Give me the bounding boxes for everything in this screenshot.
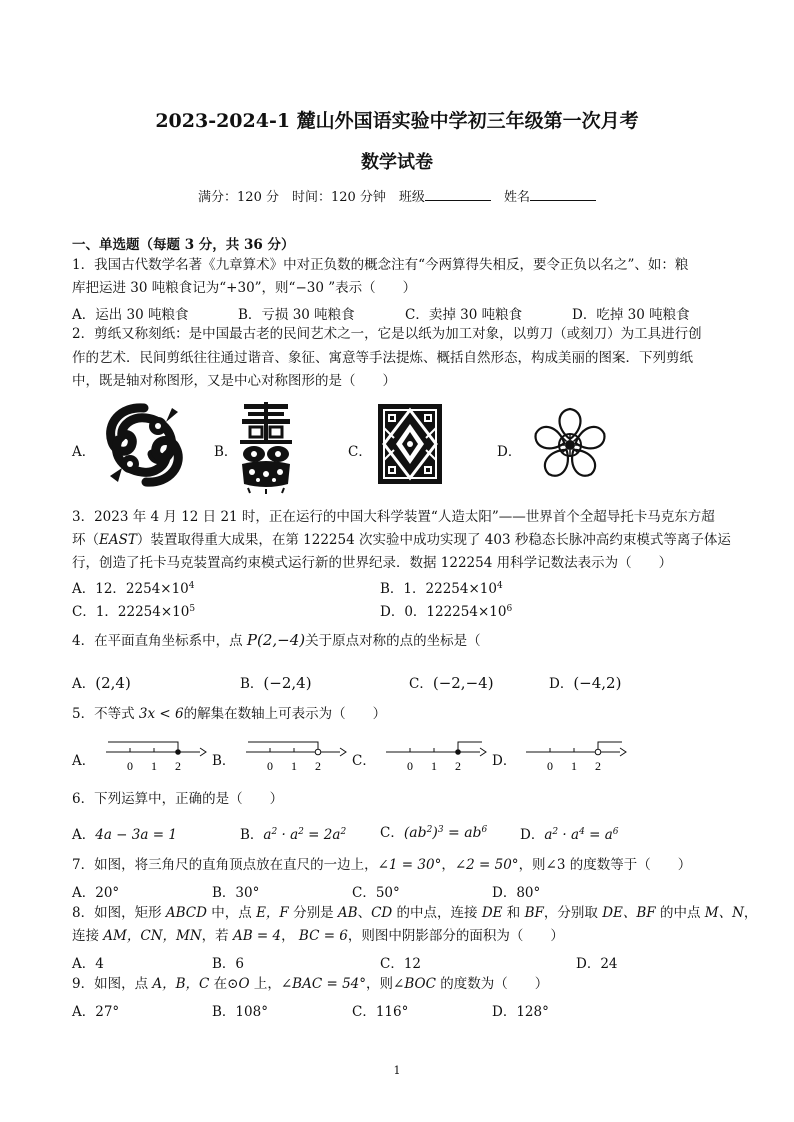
q5-option-d: D．	[492, 753, 517, 769]
q9-pre: 9．如图，点	[72, 976, 153, 992]
numberline-d-tick-2: 2	[595, 759, 601, 773]
q4-stem	[72, 632, 481, 650]
q6-stem: 6．下列运算中，正确的是（ ）	[72, 791, 284, 807]
q3-b-text: B．1．22254×10	[380, 581, 497, 597]
q8-de: DE	[481, 905, 503, 921]
q5-pre: 5．不等式	[72, 706, 139, 722]
q8-cd: CD	[371, 905, 393, 921]
q3-option-a	[72, 577, 195, 597]
q9-option-a: A．27°	[72, 1004, 120, 1020]
q9-post: ，则∠	[366, 976, 405, 992]
q1-line2: 库把运进 30 吨粮食记为“+30”，则“−30 ”表示（ ）	[72, 280, 417, 296]
q8-l2-d: ，则图中阴影部分的面积为（ ）	[347, 928, 564, 944]
q3-option-c	[72, 600, 195, 620]
q8-ab: AB	[337, 905, 358, 921]
q2-option-d: D．	[497, 444, 522, 460]
q8-abcd: ABCD	[165, 905, 207, 921]
numberline-a	[104, 734, 208, 774]
q6-option-a	[72, 823, 177, 843]
q8-line1	[72, 905, 757, 922]
q8-bf: BF	[524, 905, 544, 921]
q9-option-b: B．108°	[212, 1004, 268, 1020]
q6-a-expr: 4a − 3a = 1	[95, 827, 177, 843]
papercut-lattice-image	[376, 402, 444, 486]
papercut-animal-image	[100, 402, 188, 488]
q6-c-expr: $(ab^2)^3 = ab^6$	[403, 825, 488, 841]
class-blank	[425, 188, 491, 201]
q3-option-d	[380, 600, 512, 620]
q8-bc6: BC = 6	[298, 928, 348, 944]
q8-option-b: B．6	[212, 956, 245, 972]
q1-option-b: B．亏损 30 吨粮食	[238, 307, 355, 323]
q3-c-text: C．1．22254×10	[72, 604, 190, 620]
q9-mid2: 上，	[249, 976, 281, 992]
q3-line1: 3．2023 年 4 月 12 日 21 时，正在运行的中国大科学装置“人造太阳”——世界首个全超导托卡马克东方超	[72, 509, 715, 525]
name-blank	[530, 188, 596, 201]
q2-line1: 2．剪纸又称刻纸：是中国最古老的民间艺术之一，它是以纸为加工对象，以剪刀（或刻刀）为工具进行创	[72, 326, 702, 342]
q7-angle2: ∠2 = 50°	[454, 857, 519, 873]
numberline-c	[384, 734, 488, 774]
q3-a-exp: 4	[188, 581, 195, 591]
exam-title: 2023-2024-1 麓山外国语实验中学初三年级第一次月考	[155, 110, 639, 132]
q4-option-d	[549, 672, 621, 692]
numberline-a-tick-0: 0	[127, 759, 133, 773]
q3-line3: 行，创造了托卡马克装置高约束模式运行新的世界纪录．数据 122254 用科学记数法表示为（ ）	[72, 555, 673, 571]
q4-point: P(2,−4)	[246, 631, 306, 649]
numberline-d-tick-1: 1	[571, 759, 577, 773]
exam-subtitle: 数学试卷	[361, 152, 433, 173]
numberline-a-tick-1: 1	[151, 759, 157, 773]
q2-option-b: B．	[214, 444, 238, 460]
q8-ef: E，F	[256, 905, 289, 921]
q4-a-label: A．	[72, 676, 96, 692]
page-number: 1	[393, 1064, 401, 1077]
q3-c-exp: 5	[189, 604, 196, 614]
q9-option-d: D．128°	[492, 1004, 549, 1020]
q9-o: O	[238, 976, 250, 992]
q6-b-expr: $a^2 \cdot a^2 = 2a^2$	[263, 827, 347, 843]
info-name: 姓名	[490, 190, 530, 205]
numberline-b	[244, 734, 348, 774]
numberline-c-tick-0: 0	[407, 759, 413, 773]
q7-stem	[72, 857, 691, 874]
q7-option-b: B．30°	[212, 885, 260, 901]
q8-l1-b: 中，点	[206, 905, 257, 921]
q2-line2: 作的艺术．民间剪纸往往通过谐音、象征、寓意等手法提炼、概括自然形态，构成美丽的图案．下列剪纸	[72, 350, 693, 366]
q4-a-value: (2,4)	[95, 674, 131, 692]
q4-option-c	[409, 672, 494, 692]
q3-a-text: A．12．2254×10	[72, 581, 189, 597]
q4-c-value: (−2,−4)	[432, 674, 494, 692]
q8-option-d: D．24	[576, 956, 618, 972]
q8-l1-f: 和	[502, 905, 525, 921]
q8-option-a: A．4	[72, 956, 104, 972]
q8-l2-a: 连接	[72, 928, 104, 944]
q3-line2-pre: 环（	[72, 532, 99, 548]
q3-line2	[72, 532, 731, 549]
q5-inequality: 3x < 6	[138, 706, 184, 722]
q7-option-d: D．80°	[492, 885, 541, 901]
q7-sep: ，	[441, 857, 455, 873]
q8-l1-h: 的中点	[655, 905, 705, 921]
q6-b-label: B．	[240, 827, 264, 843]
q8-l1-d: 、	[357, 905, 372, 921]
numberline-c-tick-1: 1	[431, 759, 437, 773]
q6-c-label: C．	[380, 825, 404, 841]
q4-b-value: (−2,4)	[263, 674, 312, 692]
q6-d-expr: $a^2 \cdot a^4 = a^6$	[544, 827, 619, 843]
q8-l1-g: ，分别取	[543, 905, 603, 921]
q1-option-d: D．吃掉 30 吨粮食	[572, 307, 690, 323]
q1-line1: 1．我国古代数学名著《九章算术》中对正负数的概念注有“今两算得失相反，要令正负以名之”、如：粮	[72, 257, 689, 273]
q8-l1-a: 8．如图，矩形	[72, 905, 166, 921]
q3-east: EAST	[99, 532, 137, 548]
q9-abc: A，B，C	[152, 976, 210, 992]
q3-line2-post: ）装置取得重大成果，在第 122254 次实验中成功实现了 403 秒稳态长脉冲高约束模式等离子体运	[136, 532, 731, 548]
q6-d-label: D．	[520, 827, 545, 843]
numberline-a-tick-2: 2	[175, 759, 181, 773]
q2-option-a: A．	[72, 444, 96, 460]
q3-d-exp: 6	[506, 604, 513, 614]
q1-option-a: A．运出 30 吨粮食	[72, 307, 189, 323]
q7-post: ，则∠3 的度数等于（ ）	[518, 857, 692, 873]
q8-line2	[72, 928, 564, 945]
q4-pre: 4．在平面直角坐标系中，点	[72, 633, 247, 649]
exam-info	[0, 186, 794, 205]
q8-l2-c: ，	[281, 928, 299, 944]
q8-debf: DE、BF	[602, 905, 656, 921]
q4-b-label: B．	[240, 676, 264, 692]
numberline-b-tick-1: 1	[291, 759, 297, 773]
q8-l1-e: 的中点，连接	[392, 905, 482, 921]
q7-option-a: A．20°	[72, 885, 120, 901]
q4-d-value: (−4,2)	[573, 674, 622, 692]
q6-option-c	[380, 821, 487, 841]
q4-c-label: C．	[409, 676, 433, 692]
q4-option-b	[240, 672, 312, 692]
q2-line3: 中，既是轴对称图形，又是中心对称图形的是（ ）	[72, 373, 396, 389]
q8-am: AM，CN，MN	[103, 928, 202, 944]
q9-bac: ∠BAC = 54°	[280, 976, 367, 992]
q1-option-c: C．卖掉 30 吨粮食	[405, 307, 523, 323]
q9-boc: BOC	[404, 976, 436, 992]
q5-option-c: C．	[352, 753, 376, 769]
q5-post: 的解集在数轴上可表示为（ ）	[183, 706, 387, 722]
q9-option-c: C．116°	[352, 1004, 409, 1020]
q6-option-d	[520, 823, 618, 843]
q8-l1-c: 分别是	[288, 905, 338, 921]
info-prefix: 满分：120 分 时间：120 分钟 班级	[198, 190, 425, 205]
q7-pre: 7．如图，将三角尺的直角顶点放在直尺的一边上，	[72, 857, 378, 873]
q5-option-a: A．	[72, 753, 96, 769]
numberline-c-tick-2: 2	[455, 759, 461, 773]
q8-l1-i: ，	[743, 905, 758, 921]
q5-stem	[72, 706, 386, 723]
q2-option-c: C．	[348, 444, 372, 460]
q7-angle1: ∠1 = 30°	[377, 857, 442, 873]
section-heading: 一、单选题（每题 3 分，共 36 分）	[72, 237, 295, 253]
q7-option-c: C．50°	[352, 885, 400, 901]
numberline-d	[524, 734, 628, 774]
q8-l2-b: ，若	[201, 928, 233, 944]
q8-mn: M、N	[704, 905, 744, 921]
q8-option-c: C．12	[380, 956, 422, 972]
q4-d-label: D．	[549, 676, 574, 692]
q4-option-a	[72, 672, 131, 692]
q3-d-text: D．0．122254×10	[380, 604, 507, 620]
q9-post2: 的度数为（ ）	[435, 976, 549, 992]
q6-a-label: A．	[72, 827, 96, 843]
numberline-b-tick-0: 0	[267, 759, 273, 773]
q3-b-exp: 4	[496, 581, 503, 591]
q9-mid: 在⊙	[209, 976, 239, 992]
q8-ab4: AB = 4	[232, 928, 282, 944]
q5-option-b: B．	[212, 753, 236, 769]
q4-post: 关于原点对称的点的坐标是（	[305, 633, 481, 649]
numberline-b-tick-2: 2	[315, 759, 321, 773]
papercut-flower-image	[527, 404, 613, 486]
papercut-double-happiness-image	[238, 402, 294, 494]
q3-option-b	[380, 577, 503, 597]
numberline-d-tick-0: 0	[547, 759, 553, 773]
q9-stem	[72, 976, 548, 993]
q6-option-b	[240, 823, 346, 843]
